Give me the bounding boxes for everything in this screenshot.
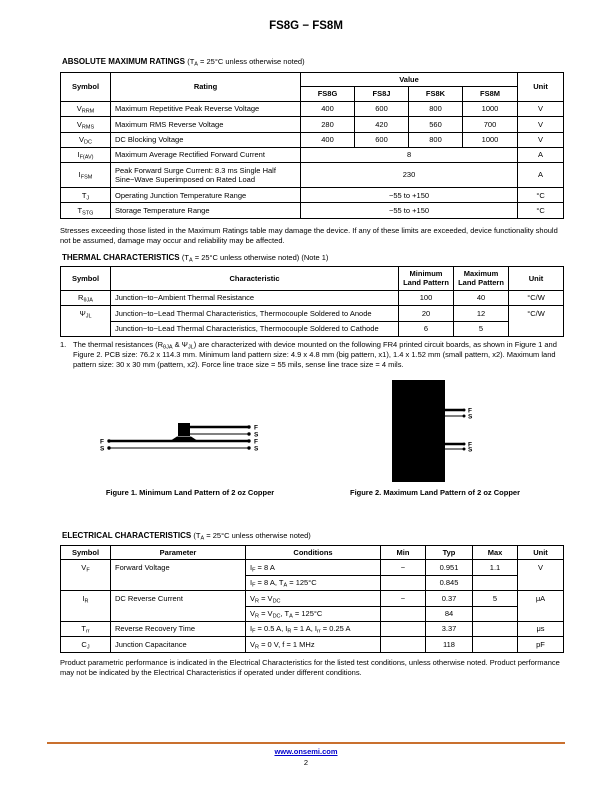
abs-max-heading	[62, 57, 305, 66]
table-cell: A	[518, 163, 564, 188]
table-cell: DC Reverse Current	[111, 591, 246, 622]
table-header-cell: Unit	[518, 73, 564, 102]
table-cell: 1.1	[473, 560, 518, 575]
thermal-characteristics-table	[60, 266, 564, 337]
pad-label-s: S	[100, 445, 105, 453]
table-row	[61, 306, 564, 321]
table-row	[61, 163, 564, 188]
pad-label-f: F	[100, 438, 104, 446]
table-cell: μs	[518, 621, 564, 636]
table-cell: $C_J$	[61, 637, 111, 652]
trace-endpoint	[247, 432, 250, 435]
table-cell: Maximum Average Rectified Forward Current	[111, 147, 301, 162]
pad-label-f: F	[468, 407, 472, 415]
table-cell: °C/W	[509, 306, 564, 337]
table-cell: $T_{rr}$	[61, 621, 111, 636]
table-body	[61, 560, 564, 652]
pad-label-f: F	[468, 441, 472, 449]
table-cell: Junction−to−Ambient Thermal Resistance	[111, 290, 399, 305]
table-cell: $V_R = 0$ V, f = 1 MHz	[246, 637, 381, 652]
table-cell	[473, 575, 518, 590]
table-cell: 118	[426, 637, 473, 652]
table-cell: V	[518, 117, 564, 132]
table-header-cell: FS8J	[355, 87, 409, 101]
table-cell: Peak Forward Surge Current: 8.3 ms Single Half Sine−Wave Superimposed on Rated Load	[111, 163, 301, 188]
table-cell: $I_F = 8$ A	[246, 560, 381, 575]
table-cell: 0.37	[426, 591, 473, 606]
table-cell	[381, 606, 426, 621]
table-cell: 5	[454, 321, 509, 336]
trace-endpoint	[247, 446, 250, 449]
table-cell: $I_{FSM}$	[61, 163, 111, 188]
figure-1-min-land-pattern-drawing	[98, 410, 288, 470]
table-header-cell: Symbol	[61, 267, 111, 291]
table-cell: $V_F$	[61, 560, 111, 591]
table-header-cell: Rating	[111, 73, 301, 102]
table-cell: 280	[301, 117, 355, 132]
table-cell: −55 to +150	[301, 188, 518, 203]
table-header-cell: FS8G	[301, 87, 355, 101]
table-cell: Storage Temperature Range	[111, 203, 301, 218]
table-cell: 400	[301, 101, 355, 116]
table-cell: $V_R = V_{DC}$	[246, 591, 381, 606]
table-header-cell: Typ	[426, 546, 473, 560]
table-cell: −	[381, 560, 426, 575]
table-cell: 560	[409, 117, 463, 132]
pad-label-f: F	[254, 438, 258, 446]
trace-endpoint	[463, 415, 466, 418]
table-cell: Junction−to−Lead Thermal Characteristics, Thermocouple Soldered to Cathode	[111, 321, 399, 336]
table-row	[61, 101, 564, 116]
table-cell: $\Psi_{JL}$	[61, 306, 111, 337]
page-title: FS8G − FS8M	[269, 20, 343, 32]
electrical-heading-note: ($T_A = 25^\circ C$ unless otherwise noted)	[193, 531, 311, 542]
table-header-cell: Characteristic	[111, 267, 399, 291]
trace-endpoint	[463, 443, 466, 446]
absolute-maximum-ratings-table	[60, 72, 564, 219]
table-cell: A	[518, 147, 564, 162]
electrical-heading	[62, 531, 311, 540]
table-cell: 84	[426, 606, 473, 621]
table-row	[61, 621, 564, 636]
table-cell: °C	[518, 188, 564, 203]
table-cell: $T_{STG}$	[61, 203, 111, 218]
table-row	[61, 117, 564, 132]
table-cell: $I_F = 8$ A, $T_A = 125^\circ C$	[246, 575, 381, 590]
device-pad	[178, 423, 190, 436]
table-cell: Forward Voltage	[111, 560, 246, 591]
table-header-cell: Parameter	[111, 546, 246, 560]
table-cell	[381, 621, 426, 636]
pad-label-s: S	[254, 431, 259, 439]
table-cell: 1000	[463, 101, 518, 116]
table-cell: 6	[399, 321, 454, 336]
abs-max-heading-note: ($T_A = 25^\circ C$ unless otherwise noted)	[187, 57, 305, 68]
table-row	[61, 290, 564, 305]
table-header-cell: Unit	[509, 267, 564, 291]
trace-endpoint	[247, 425, 250, 428]
thermal-note-1	[60, 340, 564, 369]
pad-label-s: S	[468, 413, 473, 421]
table-cell: 3.37	[426, 621, 473, 636]
table-row	[61, 321, 564, 336]
table-header-cell: Max	[473, 546, 518, 560]
table-row	[61, 132, 564, 147]
table-row	[61, 147, 564, 162]
table-cell: $I_R$	[61, 591, 111, 622]
table-cell	[381, 575, 426, 590]
table-cell: 420	[355, 117, 409, 132]
table-header-cell: Symbol	[61, 73, 111, 102]
table-body	[61, 290, 564, 336]
table-header	[61, 73, 564, 102]
footer-link[interactable]: www.onsemi.com	[274, 747, 338, 756]
table-cell	[473, 606, 518, 621]
table-header-cell: Conditions	[246, 546, 381, 560]
thermal-heading	[62, 253, 328, 262]
table-cell: Junction−to−Lead Thermal Characteristics, Thermocouple Soldered to Anode	[111, 306, 399, 321]
table-cell: V	[518, 132, 564, 147]
table-header-cell: Maximum Land Pattern	[454, 267, 509, 291]
table-cell: $V_{RRM}$	[61, 101, 111, 116]
table-header-cell: FS8K	[409, 87, 463, 101]
pad-label-s: S	[254, 445, 259, 453]
table-cell: −55 to +150	[301, 203, 518, 218]
note-text: The thermal resistances ($R_{\theta JA}$ & $\Psi_{JL}$) are characterized with device mounted on the following FR4 printed circuit boards, as shown in Figure 1 and Figure 2. PCB size: 76.2 x 114.3 mm. Minimum land pattern size: 4.9 x 4.8 mm (big pattern, x1), 1.4 x 1.52 mm (small pattern, x2). Maximum land pattern size: 30 x 30 mm (pattern, x2). Force line trace size = 55 mils, sense line trace size = 4 mils.	[73, 340, 557, 369]
table-cell: °C	[518, 203, 564, 218]
table-cell: Maximum RMS Reverse Voltage	[111, 117, 301, 132]
table-cell: 12	[454, 306, 509, 321]
table-cell: pF	[518, 637, 564, 652]
trace-endpoint	[463, 409, 466, 412]
table-cell: 0.845	[426, 575, 473, 590]
table-cell: Maximum Repetitive Peak Reverse Voltage	[111, 101, 301, 116]
table-cell: 600	[355, 101, 409, 116]
footer-rule	[47, 742, 565, 744]
table-cell: 0.951	[426, 560, 473, 575]
trace-endpoint	[247, 439, 250, 442]
table-cell: $I_F = 0.5$ A, $I_R = 1$ A, $I_{rr} = 0.25$ A	[246, 621, 381, 636]
table-cell: $T_J$	[61, 188, 111, 203]
table-cell: $I_{F(AV)}$	[61, 147, 111, 162]
table-row	[61, 546, 564, 560]
note-number: 1.	[60, 340, 67, 349]
table-cell: $V_{RMS}$	[61, 117, 111, 132]
table-cell: −	[381, 591, 426, 606]
table-row	[61, 267, 564, 291]
thermal-heading-title: THERMAL CHARACTERISTICS	[62, 253, 180, 262]
page-number: 2	[303, 758, 309, 767]
abs-max-heading-title: ABSOLUTE MAXIMUM RATINGS	[62, 57, 185, 66]
table-header-cell: Minimum Land Pattern	[399, 267, 454, 291]
table-cell: V	[518, 101, 564, 116]
table-cell: $V_R = V_{DC}$, $T_A = 125^\circ C$	[246, 606, 381, 621]
table-row	[61, 560, 564, 575]
table-cell: 400	[301, 132, 355, 147]
table-cell: °C/W	[509, 290, 564, 305]
abs-max-footnote: Stresses exceeding those listed in the Maximum Ratings table may damage the device. If any of these limits are exceeded, device functionality should not be assumed, damage may occur and reliability may be affected.	[60, 226, 558, 245]
table-header-cell: Min	[381, 546, 426, 560]
pad-label-f: F	[254, 424, 258, 432]
table-header	[61, 546, 564, 560]
table-cell: 5	[473, 591, 518, 606]
table-header-cell: Value	[301, 73, 518, 87]
table-cell: 600	[355, 132, 409, 147]
table-cell: Reverse Recovery Time	[111, 621, 246, 636]
table-body	[61, 101, 564, 218]
thermal-heading-note: ($T_A = 25^\circ C$ unless otherwise noted) (Note 1)	[181, 253, 329, 264]
table-cell: μA	[518, 591, 564, 622]
table-cell: 1000	[463, 132, 518, 147]
trace-endpoint	[463, 448, 466, 451]
figure-2-caption: Figure 2. Maximum Land Pattern of 2 oz Copper	[349, 488, 521, 497]
copper-land	[392, 380, 445, 482]
table-row	[61, 188, 564, 203]
table-cell: $R_{\theta JA}$	[61, 290, 111, 305]
table-header-cell: Unit	[518, 546, 564, 560]
table-cell: 700	[463, 117, 518, 132]
electrical-heading-title: ELECTRICAL CHARACTERISTICS	[62, 531, 192, 540]
table-cell: Operating Junction Temperature Range	[111, 188, 301, 203]
table-cell: 800	[409, 132, 463, 147]
table-cell: 8	[301, 147, 518, 162]
figure-2-max-land-pattern-drawing	[392, 380, 487, 485]
table-cell	[381, 637, 426, 652]
table-cell: 20	[399, 306, 454, 321]
table-cell: 800	[409, 101, 463, 116]
table-cell: 230	[301, 163, 518, 188]
electrical-characteristics-table	[60, 545, 564, 653]
electrical-footnote: Product parametric performance is indicated in the Electrical Characteristics for the listed test conditions, unless otherwise noted. Product performance may not be indicated by the Electrical Characteristics if operated under different conditions.	[60, 658, 560, 677]
table-cell	[473, 621, 518, 636]
table-cell: V	[518, 560, 564, 591]
pad-label-s: S	[468, 446, 473, 454]
figure-1-caption: Figure 1. Minimum Land Pattern of 2 oz Copper	[105, 488, 275, 497]
table-header-cell: Symbol	[61, 546, 111, 560]
table-header	[61, 267, 564, 291]
table-row	[61, 73, 564, 87]
table-cell: DC Blocking Voltage	[111, 132, 301, 147]
table-cell: 40	[454, 290, 509, 305]
table-row	[61, 637, 564, 652]
table-cell	[473, 637, 518, 652]
table-header-cell: FS8M	[463, 87, 518, 101]
table-row	[61, 203, 564, 218]
table-cell: 100	[399, 290, 454, 305]
pad-connection	[170, 437, 198, 442]
table-cell: Junction Capacitance	[111, 637, 246, 652]
table-cell: $V_{DC}$	[61, 132, 111, 147]
table-row	[61, 591, 564, 606]
